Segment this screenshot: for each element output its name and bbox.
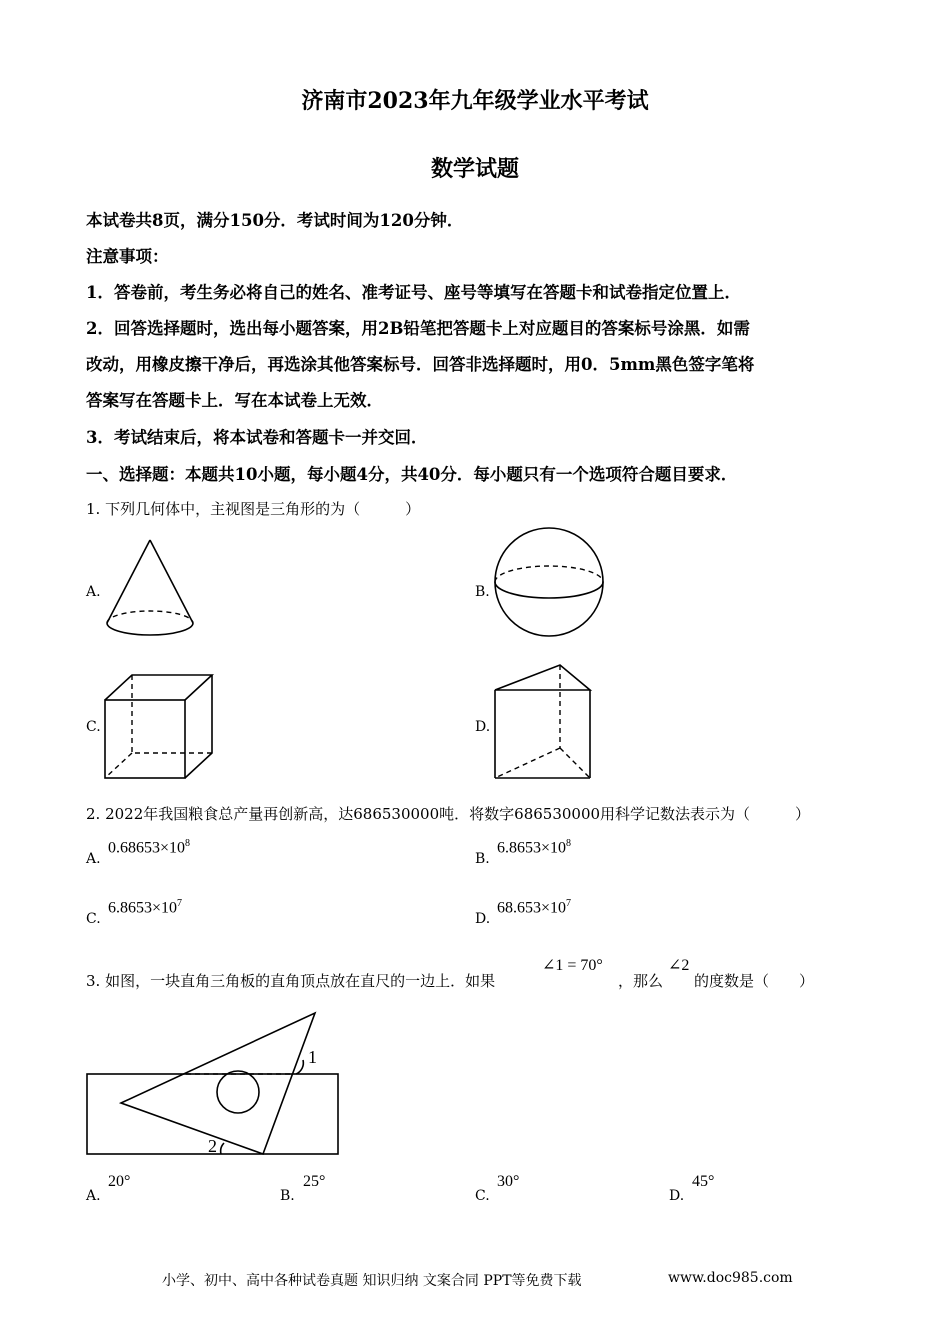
q2-option-d-value (497, 898, 571, 917)
q2-option-a-label: A. (86, 851, 101, 867)
times-ten: ×10 (152, 899, 178, 917)
q2-option-c-label: C. (86, 911, 101, 927)
note-3: 3．考试结束后，将本试卷和答题卡一并交回． (86, 428, 428, 447)
q3-option-d-value: 45° (692, 1173, 715, 1190)
q2-option-c-value (108, 898, 182, 917)
footer-url[interactable]: www.doc985.com (668, 1270, 793, 1286)
question-1-stem: 1. 下列几何体中，主视图是三角形的为（ ） (86, 500, 421, 518)
q1-option-b-label: B. (475, 584, 490, 600)
section-1-heading: 一、选择题：本题共10小题，每小题4分，共40分．每小题只有一个选项符合题目要求． (86, 465, 738, 484)
exponent: 8 (185, 838, 191, 849)
mantissa: 68.653 (497, 899, 541, 917)
q1-option-c-label: C. (86, 719, 101, 735)
q3-option-c-value: 30° (497, 1173, 520, 1190)
exponent: 7 (177, 898, 183, 909)
exponent: 8 (566, 838, 572, 849)
set-square-hole (217, 1071, 259, 1113)
exam-info: 本试卷共8页，满分150分．考试时间为120分钟． (86, 211, 464, 230)
ruler-triangle-figure (86, 1005, 356, 1165)
q2-option-b-label: B. (475, 851, 490, 867)
exponent: 7 (566, 898, 572, 909)
question-2-stem: 2. 2022年我国粮食总产量再创新高，达686530000吨．将数字686530000用科学记数法表示为（ ） (86, 805, 811, 823)
q3-option-b-value: 25° (303, 1173, 326, 1190)
notes-heading: 注意事项： (86, 247, 169, 266)
times-ten: ×10 (541, 839, 567, 857)
sphere-icon (492, 525, 606, 639)
q3-option-c-label: C. (475, 1188, 490, 1204)
cone-icon (100, 535, 200, 635)
exam-title: 济南市2023年九年级学业水平考试 (301, 88, 649, 114)
cube-icon (100, 670, 220, 785)
exam-subtitle: 数学试题 (430, 156, 519, 182)
note-2-line-3: 答案写在答题卡上．写在本试卷上无效． (86, 391, 383, 410)
footer-text: 小学、初中、高中各种试卷真题 知识归纳 文案合同 PPT等免费下载 (162, 1273, 582, 1289)
q1-option-a-label: A. (86, 584, 101, 600)
angle-2-symbol: ∠2 (668, 957, 690, 974)
q1-option-d-label: D. (475, 719, 491, 735)
note-2-line-2: 改动，用橡皮擦干净后，再选涂其他答案标号．回答非选择题时，用0．5mm黑色签字笔将 (86, 355, 755, 374)
q3-option-a-value: 20° (108, 1173, 131, 1190)
times-ten: ×10 (160, 839, 186, 857)
angle-1-value: ∠1 = 70° (542, 957, 603, 974)
figure-label-1: 1 (308, 1047, 317, 1067)
question-3-stem-c: 的度数是（ ） (694, 972, 815, 990)
figure-label-2: 2 (208, 1136, 217, 1156)
question-3-stem-a: 3. 如图，一块直角三角板的直角顶点放在直尺的一边上．如果 (86, 972, 496, 990)
mantissa: 6.8653 (108, 899, 152, 917)
note-2-line-1: 2．回答选择题时，选出每小题答案，用2B铅笔把答题卡上对应题目的答案标号涂黑．如需 (86, 319, 750, 338)
mantissa: 6.8653 (497, 839, 541, 857)
q2-option-d-label: D. (475, 911, 491, 927)
question-3-stem-b: ，那么 (618, 972, 664, 990)
mantissa: 0.68653 (108, 839, 160, 857)
q2-option-a-value (108, 838, 190, 857)
q3-option-a-label: A. (86, 1188, 101, 1204)
q2-option-b-value (497, 838, 571, 857)
q3-option-b-label: B. (280, 1188, 295, 1204)
q3-option-d-label: D. (669, 1188, 685, 1204)
angle-2-arc (221, 1143, 224, 1154)
times-ten: ×10 (541, 899, 567, 917)
triangular-prism-icon (490, 660, 600, 785)
note-1: 1．答卷前，考生务必将自己的姓名、准考证号、座号等填写在答题卡和试卷指定位置上． (86, 283, 741, 302)
